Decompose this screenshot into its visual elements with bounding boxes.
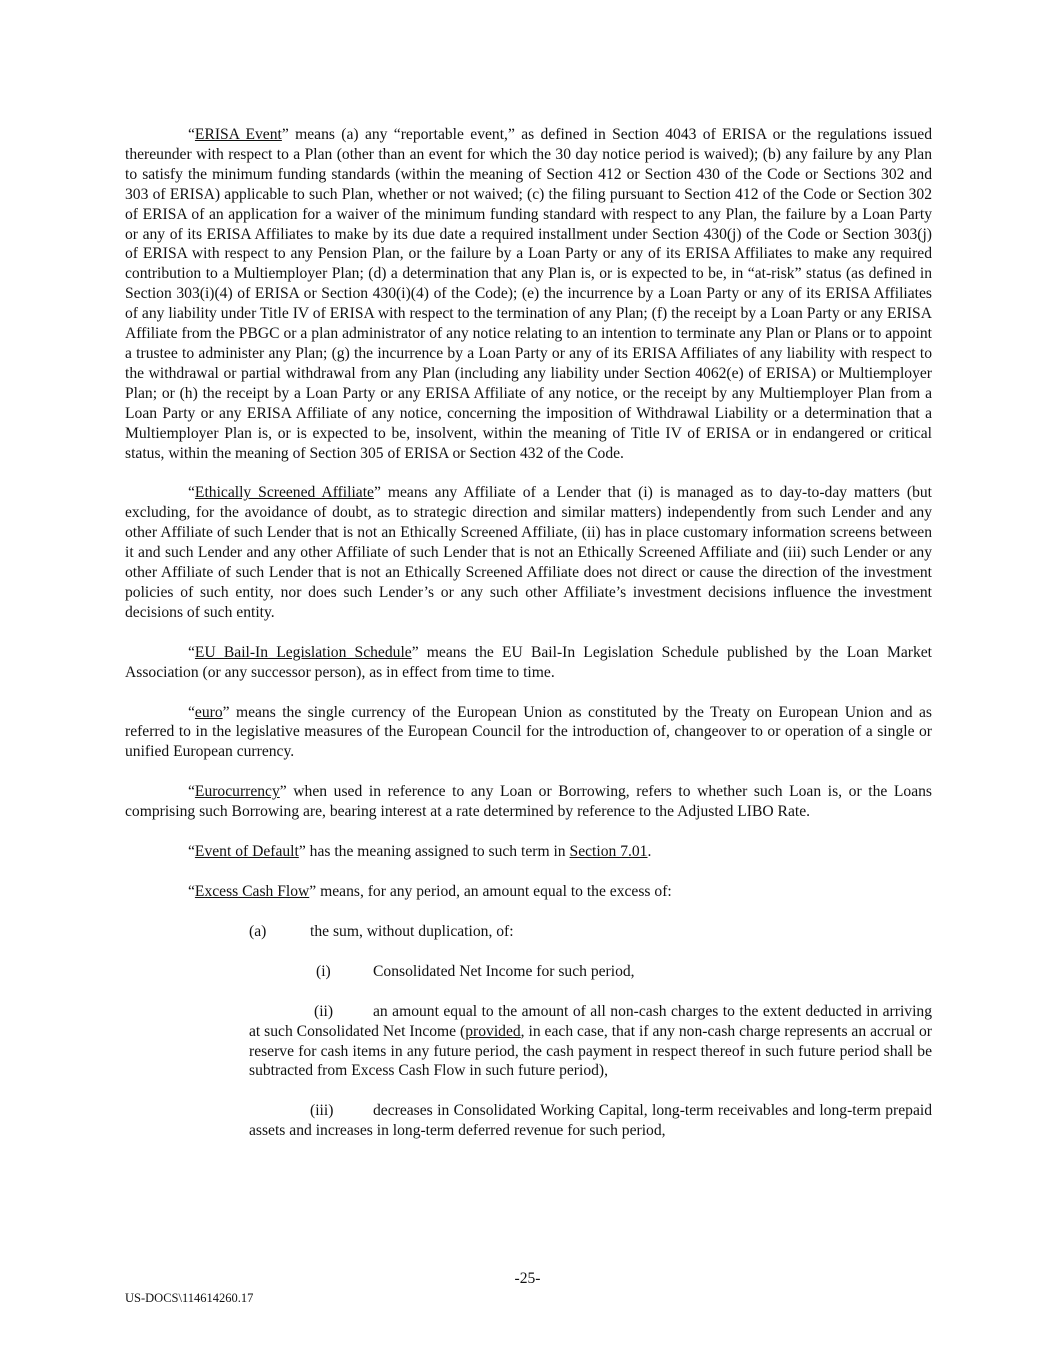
definition-ethically-screened-affiliate: “Ethically Screened Affiliate” means any Affiliate of a Lender that (i) is managed as to day-to-day matters (but excluding, for the avoidance of doubt, as to strategic direction and similar matters) independently from such Lender and any other Affiliate of such Lender that is not an Ethically Screened Affiliate, (ii) has in place customary information screens between it and such Lender and any other Affiliate of such Lender that is not an Ethically Screened Affiliate and (iii) such Lender or any other Affiliate of such Lender that is not an Ethically Screened Affiliate does not direct or cause the direction of the investment policies of such entity, nor does such Lender’s or any such other Affiliate’s investment decisions influence the investment decisions of such entity.	[125, 484, 932, 621]
definition-erisa-event: “ERISA Event” means (a) any “reportable event,” as defined in Section 4043 of ERISA or the regulations issued thereunder with respect to a Plan (other than an event for which the 30 day notice period is waived); (b) any failure by any Plan to satisfy the minimum funding standards (within the meaning of Section 412 or Section 430 of the Code or Sections 302 and 303 of ERISA) applicable to such Plan, whether or not waived; (c) the filing pursuant to Section 412 of the Code or Section 302 of ERISA of an application for a waiver of the minimum funding standard with respect to any Plan, the failure by a Loan Party or any of its ERISA Affiliates to make by its due date a required installment under Section 430(j) of the Code or Section 303(j) of ERISA with respect to any Pension Plan, or the failure by a Loan Party or any of its ERISA Affiliates to make any required contribution to a Multiemployer Plan; (d) a determination that any Plan is, or is expected to be, in “at-risk” status (as defined in Section 303(i)(4) of ERISA or Section 430(i)(4) of the Code); (e) the incurrence by a Loan Party or any of its ERISA Affiliates of any liability under Title IV of ERISA with respect to the termination of any Plan; (f) the receipt by a Loan Party or any ERISA Affiliate from the PBGC or a plan administrator of any notice relating to an intention to terminate any Plan or Plans or to appoint a trustee to administer any Plan; (g) the incurrence by a Loan Party or any of its ERISA Affiliates of any liability with respect to the withdrawal or partial withdrawal from any Plan (including any liability under Section 4062(e) of ERISA) or Multiemployer Plan; or (h) the receipt by a Loan Party or any ERISA Affiliate of any notice, or the receipt by any Multiemployer Plan from a Loan Party or any ERISA Affiliate of any notice, concerning the imposition of Withdrawal Liability or a determination that a Multiemployer Plan is, or is expected to be, insolvent, within the meaning of Title IV of ERISA or in endangered or critical status, within the meaning of Section 305 of ERISA or Section 432 of the Code.	[125, 126, 932, 462]
clause-a	[125, 922, 932, 942]
defined-term: euro	[194, 703, 223, 721]
defined-term: Event of Default	[194, 843, 299, 861]
clause-ii: (ii) an amount equal to the amount of all non-cash charges to the extent deducted in arriving at such Consolidated Net Income (provided, in each case, that if any non-cash charge represents an accrual or reserve for cash items in any future period, the cash payment in respect thereof in such future period shall be subtracted from Excess Cash Flow in such future period),	[249, 1002, 933, 1080]
page-number: -25-	[514, 1270, 541, 1287]
clause-ii-label: (ii)	[314, 1002, 334, 1020]
clause-iii-label: (iii)	[310, 1102, 334, 1120]
defined-term: Excess Cash Flow	[194, 883, 310, 900]
defined-term: Eurocurrency	[194, 783, 280, 801]
defined-term: EU Bail-In Legislation Schedule	[194, 643, 412, 661]
clause-i-label: (i)	[316, 962, 331, 980]
clause-i	[125, 962, 932, 982]
defined-term: Ethically Screened Affiliate	[194, 484, 374, 502]
definition-eu-bail-in: “EU Bail-In Legislation Schedule” means the EU Bail-In Legislation Schedule published by the Loan Market Association (or any successor person), as in effect from time to time.	[125, 643, 932, 681]
definition-euro: “euro” means the single currency of the European Union as constituted by the Treaty on European Union and as referred to in the legislative measures of the European Council for the introduction of, changeover to or operation of a single or unified European currency.	[125, 703, 932, 761]
clause-a-label: (a)	[249, 922, 267, 940]
definition-eurocurrency: “Eurocurrency” when used in reference to any Loan or Borrowing, refers to whether such Loan is, or the Loans comprising such Borrowing are, bearing interest at a rate determined by reference to the Adjusted LIBO Rate.	[125, 783, 932, 821]
clause-iii: (iii) decreases in Consolidated Working Capital, long-term receivables and long-term prepaid assets and increases in long-term deferred revenue for such period,	[249, 1102, 932, 1140]
provided-term: provided	[465, 1022, 521, 1040]
document-id: US-DOCS\114614260.17	[125, 1291, 254, 1305]
definition-event-of-default: “Event of Default” has the meaning assigned to such term in Section 7.01.	[188, 843, 652, 861]
section-reference: Section 7.01	[569, 843, 648, 861]
clause-a-text: the sum, without duplication, of:	[310, 922, 514, 940]
definitions-body	[125, 125, 932, 1141]
definition-excess-cash-flow: “Excess Cash Flow” means, for any period, an amount equal to the excess of:	[188, 883, 672, 900]
clause-i-text: Consolidated Net Income for such period,	[373, 962, 635, 980]
defined-term: ERISA Event	[194, 126, 282, 143]
